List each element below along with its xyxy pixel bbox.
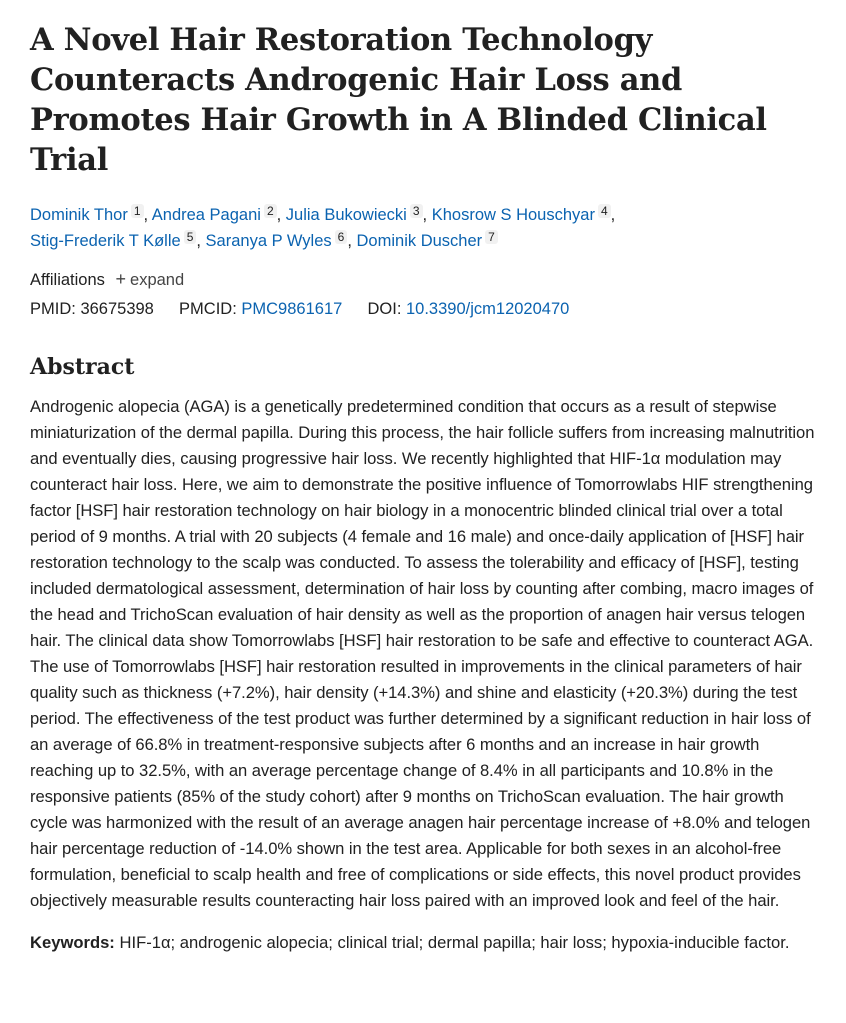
- author-1: [30, 206, 144, 224]
- affiliation-number-2[interactable]: 2: [264, 204, 277, 218]
- affiliation-number-7[interactable]: 7: [485, 230, 498, 244]
- author-link-4[interactable]: Khosrow S Houschyar: [431, 206, 595, 224]
- affiliations-row: [30, 267, 820, 292]
- affiliation-number-4[interactable]: 4: [598, 204, 611, 218]
- expand-affiliations-button[interactable]: [116, 271, 185, 289]
- pmcid-label: PMCID:: [179, 300, 237, 318]
- abstract-text: Androgenic alopecia (AGA) is a genetically predetermined condition that occurs as a result of stepwise miniaturization of the dermal papilla. During this process, the hair follicle suffers from increasing malnutrition and eventually dies, causing progressive hair loss. We recently highlighted that HIF-1α modulation may counteract hair loss. Here, we aim to demonstrate the positive influence of Tomorrowlabs HIF strengthening factor [HSF] hair restoration technology on hair biology in a monocentric blinded clinical trial over a total period of 9 months. A trial with 20 subjects (4 female and 16 male) and once-daily application of [HSF] hair restoration technology to the scalp was conducted. To assess the tolerability and efficacy of [HSF], testing included dermatological assessment, determination of hair loss by counting after combing, macro images of the head and TrichoScan evaluation of hair density as well as the proportion of anagen hair versus telogen hair. The clinical data show Tomorrowlabs [HSF] hair restoration to be safe and effective to counteract AGA. The use of Tomorrowlabs [HSF] hair restoration resulted in improvements in the clinical parameters of hair quality such as thickness (+7.2%), hair density (+14.3%) and shine and elasticity (+20.3%) during the test period. The effectiveness of the test product was further determined by a significant reduction in hair loss of an average of 66.8% in treatment-responsive subjects after 6 months and an increase in hair growth reaching up to 32.5%, with an average percentage change of 8.4% in all participants and 10.8% in the responsive patients (85% of the study cohort) after 9 months on TrichoScan evaluation. The hair growth cycle was harmonized with the result of an average anagen hair percentage increase of +8.0% and telogen hair percentage reduction of -14.0% shown in the test area. Applicable for both sexes in an alcohol-free formulation, beneficial to scalp health and free of complications or side effects, this novel product provides objectively measurable results counteracting hair loss paired with an improved look and feel of the hair.: [30, 397, 815, 910]
- pmid-label: PMID:: [30, 300, 76, 318]
- abstract-heading: Abstract: [30, 354, 135, 380]
- author-3: [286, 206, 423, 224]
- author-link-1[interactable]: Dominik Thor: [30, 206, 128, 224]
- affiliations-label: Affiliations: [30, 271, 105, 289]
- author-5: [30, 232, 196, 250]
- doi-label: DOI:: [367, 300, 402, 318]
- author-link-6[interactable]: Saranya P Wyles: [205, 232, 332, 250]
- pmid-value: 36675398: [80, 300, 154, 318]
- affiliation-number-5[interactable]: 5: [184, 230, 197, 244]
- author-link-3[interactable]: Julia Bukowiecki: [285, 206, 407, 224]
- doi-link[interactable]: 10.3390/jcm12020470: [406, 300, 570, 318]
- author-7: [357, 232, 498, 250]
- keywords-list: HIF-1α; androgenic alopecia; clinical trial; dermal papilla; hair loss; hypoxia-inducible factor.: [119, 933, 790, 952]
- pmcid-link[interactable]: PMC9861617: [241, 300, 343, 318]
- article-page: [30, 20, 820, 956]
- affiliation-number-6[interactable]: 6: [335, 230, 348, 244]
- author-link-7[interactable]: Dominik Duscher: [356, 232, 483, 250]
- author-link-5[interactable]: Stig-Frederik T Kølle: [30, 232, 181, 250]
- article-title: A Novel Hair Restoration Technology Counteracts Androgenic Hair Loss and Promotes Hair Growth in A Blinded Clinical Trial: [30, 22, 767, 178]
- author-6: [206, 232, 348, 250]
- affiliation-number-3[interactable]: 3: [410, 204, 423, 218]
- author-4: [432, 206, 611, 224]
- author-2: [152, 206, 277, 224]
- author-list: Dominik Thor 1 , Andrea Pagani 2 , Julia Bukowiecki 3 , Khosrow S Houschyar 4 , Stig-Frederik T Kølle 5 , Saranya P Wyles 6 , Dominik Duscher 7: [30, 204, 616, 250]
- author-link-2[interactable]: Andrea Pagani: [151, 206, 261, 224]
- expand-label: expand: [130, 271, 185, 289]
- keywords-label: Keywords:: [30, 933, 115, 952]
- affiliation-number-1[interactable]: 1: [131, 204, 144, 218]
- keywords: [30, 930, 820, 956]
- identifiers-row: [30, 296, 820, 322]
- plus-icon: +: [115, 269, 127, 289]
